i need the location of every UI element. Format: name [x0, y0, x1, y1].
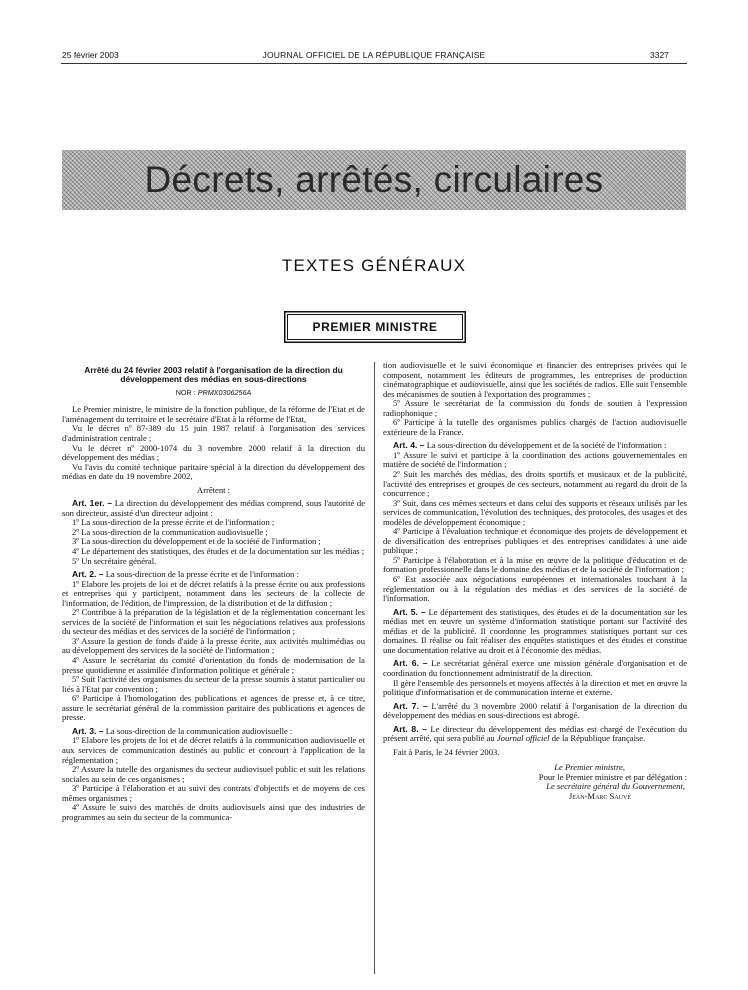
- nor-reference: [62, 388, 365, 398]
- header-page-number: 3327: [650, 50, 669, 60]
- section-heading: TEXTES GÉNÉRAUX: [281, 256, 467, 275]
- section-banner: [62, 150, 686, 210]
- signature-line-1: Le Premier ministre,: [554, 762, 625, 773]
- article-5: [383, 608, 687, 656]
- signatory-name: Jean-Marc Sauvé: [568, 790, 631, 801]
- header-rule: [61, 63, 687, 64]
- list-item: 4º Assure le secrétariat du comité d'orientation du fonds de modernisation de la presse quotidienne et assimilée d'information politique et générale ;: [62, 655, 365, 675]
- list-item: 2º Assure la tutelle des organismes du secteur audiovisuel public et suit les relations sociales au sein de ces organismes ;: [62, 764, 365, 784]
- article-3-text: La sous-direction de la communication audiovisuelle :: [105, 725, 293, 736]
- article-6-paragraph-2: Il gère l'ensemble des personnels et moyens affectés à la direction et met en œuvre la politique d'informatisation et de communication interne et externe.: [383, 677, 687, 698]
- list-item: 1º La sous-direction de la presse écrite et de l'information ;: [72, 517, 275, 528]
- list-item: 1º Elabore les projets de loi et de décret relatifs à la presse écrite ou aux professions et entreprises qui y participent, notamment dans les secteurs de la collecte de l'information, de l'édition, de l'impression, de la distribution et de la diffusion ;: [62, 578, 365, 608]
- decree-title: Arrêté du 24 février 2003 relatif à l'organisation de la direction du développement des médias en sous-directions: [84, 365, 343, 385]
- column-divider: [374, 362, 375, 974]
- signature-line-3: Le secrétaire général du Gouvernement,: [546, 781, 685, 792]
- journal-officiel-reference: Journal officiel: [496, 733, 550, 744]
- arretent: Arrêtent :: [196, 484, 231, 495]
- article-8-text-end: de la République française.: [551, 733, 646, 744]
- ministry-label: PREMIER MINISTRE: [312, 320, 438, 334]
- article-1-label: Art. 1er. –: [72, 498, 113, 509]
- signature-place-date: Fait à Paris, le 24 février 2003.: [393, 746, 500, 757]
- list-item: 6º Est associée aux négociations européennes et internationales touchant à la réglementation ou à la régulation des médias et des services de la société de l'information.: [383, 574, 687, 604]
- article-4-text: La sous-direction du développement et de la société de l'information :: [426, 440, 667, 451]
- list-item: 3º Participe à l'élaboration et au suivi des contrats d'objectifs et de moyens de ces mêmes organismes ;: [62, 783, 365, 803]
- page-header: [0, 50, 748, 64]
- nor-code: PRMX0306256A: [197, 387, 252, 397]
- list-item: 6º Participe à l'homologation des publications et agences de presse et, à ce titre, assure le secrétariat général de la commission paritaire des publications et agences de presse.: [62, 693, 365, 723]
- article-6-text: Le secrétariat général exerce une mission générale d'organisation et de coordination du fonctionnement administratif de la direction.: [383, 658, 688, 678]
- article-8-label: Art. 8. –: [393, 723, 427, 734]
- nor-label: NOR :: [175, 387, 196, 397]
- list-item: 5º Assure le secrétariat de la commission du fonds de soutien à l'expression radiophonique ;: [383, 398, 687, 418]
- article-4-label: Art. 4. –: [393, 440, 425, 451]
- article-8: [383, 725, 687, 744]
- list-item: 3º Suit, dans ces mêmes secteurs et dans celui des supports et réseaux utilisés par les services de communication, l'évolution des techniques, des protocoles, des usages et des modèles de développement économique ;: [383, 497, 687, 527]
- article-7-label: Art. 7. –: [393, 700, 428, 711]
- list-item: 2º Suit les marchés des médias, des droits sportifs et musicaux et de la publicité, l'activité des entreprises et groupes de ces secteurs, notamment au regard du droit de la concurrence ;: [383, 469, 687, 499]
- article-2-text: La sous-direction de la presse écrite et de l'information :: [105, 569, 299, 580]
- list-item: 5º Suit l'activité des organismes du secteur de la presse soumis à statut particulier ou liés à l'Etat par convention ;: [62, 674, 365, 694]
- left-column: [62, 361, 365, 822]
- right-column: [383, 361, 687, 802]
- ministry-box: [287, 314, 463, 340]
- article-6-label: Art. 6. –: [393, 658, 428, 669]
- preamble: Le Premier ministre, le ministre de la fonction publique, de la réforme de l'Etat et de l'aménagement du territoire et le secrétaire d'Etat à la réforme de l'Etat,: [62, 404, 365, 424]
- list-item: 3º Assure la gestion de fonds d'aide à la presse écrite, aux activités multimédias ou au développement des services de la société de l'information ;: [62, 635, 365, 656]
- article-1-text: La direction du développement des médias comprend, sous l'autorité de son directeur, assisté d'un directeur adjoint :: [62, 498, 366, 518]
- article-7-text: L'arrêté du 3 novembre 2000 relatif à l'organisation de la direction du développement des médias en sous-directions est abrogé.: [383, 700, 688, 721]
- article-3-label: Art. 3. –: [72, 725, 104, 736]
- list-item: 4º Assure le suivi des marchés de droits audiovisuels ainsi que des industries de programmes au sein du secteur de la communica-: [62, 802, 365, 822]
- article-5-label: Art. 5. –: [393, 606, 426, 617]
- visa-1: Vu le décret nº 87-389 du 15 juin 1987 relatif à l'organisation des services d'administration centrale ;: [62, 423, 365, 443]
- list-item: 5º Participe à l'élaboration et à la mise en œuvre de la politique d'éducation et de formation professionnelle dans le domaine des médias et de la société de l'information ;: [383, 554, 687, 575]
- list-item: 4º Participe à l'évaluation technique et économique des projets de développement et de diversification des entreprises publiques et des entreprises candidates à une aide publique ;: [383, 526, 687, 556]
- visa-3: Vu l'avis du comité technique paritaire spécial à la direction du développement des médias en date du 19 novembre 2002,: [62, 461, 365, 482]
- list-item: 2º La sous-direction de la communication audiovisuelle ;: [72, 526, 268, 537]
- list-item: 2º Contribue à la préparation de la législation et de la réglementation concernant les services de la société de l'information et suit les négociations relatives aux professions du secteur des médias et des services de la société de l'information ;: [62, 607, 365, 637]
- list-item: 6º Participe à la tutelle des organismes publics chargés de l'action audiovisuelle extérieure de la France.: [383, 417, 687, 437]
- list-item: 1º Elabore les projets de loi et de décret relatifs à la communication audiovisuelle et aux services de communication destinés au public et concourt à l'application de la réglementation ;: [62, 735, 365, 765]
- header-journal-title: JOURNAL OFFICIEL DE LA RÉPUBLIQUE FRANÇAISE: [262, 50, 486, 60]
- article-7: [383, 702, 687, 721]
- banner-title: Décrets, arrêtés, circulaires: [144, 159, 604, 200]
- article-2-label: Art. 2. –: [72, 569, 104, 580]
- list-item: 4º Le département des statistiques, des études et de la documentation sur les médias ;: [72, 546, 365, 557]
- list-item: 1º Assure le suivi et participe à la coordination des actions gouvernementales en matière de société de l'information ;: [383, 449, 687, 470]
- article-8-text: Le directeur du développement des médias est chargé de l'exécution du présent arrêté, qui sera publié au: [383, 723, 687, 744]
- visa-2: Vu le décret nº 2000-1074 du 3 novembre 2000 relatif à la direction du développement des médias ;: [62, 442, 365, 463]
- list-item: 5º Un secrétaire général.: [72, 555, 157, 566]
- article-5-text: Le département des statistiques, des études et de la documentation sur les médias met en œuvre un système d'information statistique portant sur l'activité des médias et de la publicité. Il coordonne les programmes statistiques portant sur ces domaines. Il réalise ou fait réaliser des enquêtes statistiques et des études et constitue une documentation relative au droit et à l'économie des médias.: [383, 606, 687, 655]
- header-date: 25 février 2003: [62, 50, 119, 60]
- continuation-text: tion audiovisuelle et le suivi économique et financier des entreprises privées qui le composent, notamment les éditeurs de programmes, les entreprises de production cinématographique et audiovisuelle, ainsi que les sociétés de radios. Elle suit l'ensemble des mécanismes de soutien à l'exportation des programmes ;: [383, 360, 687, 399]
- article-1: [62, 499, 365, 518]
- list-item: 3º La sous-direction du développement et de la société de l'information ;: [72, 536, 321, 547]
- article-6: [383, 659, 687, 678]
- signature-line-2: Pour le Premier ministre et par délégation :: [538, 771, 687, 782]
